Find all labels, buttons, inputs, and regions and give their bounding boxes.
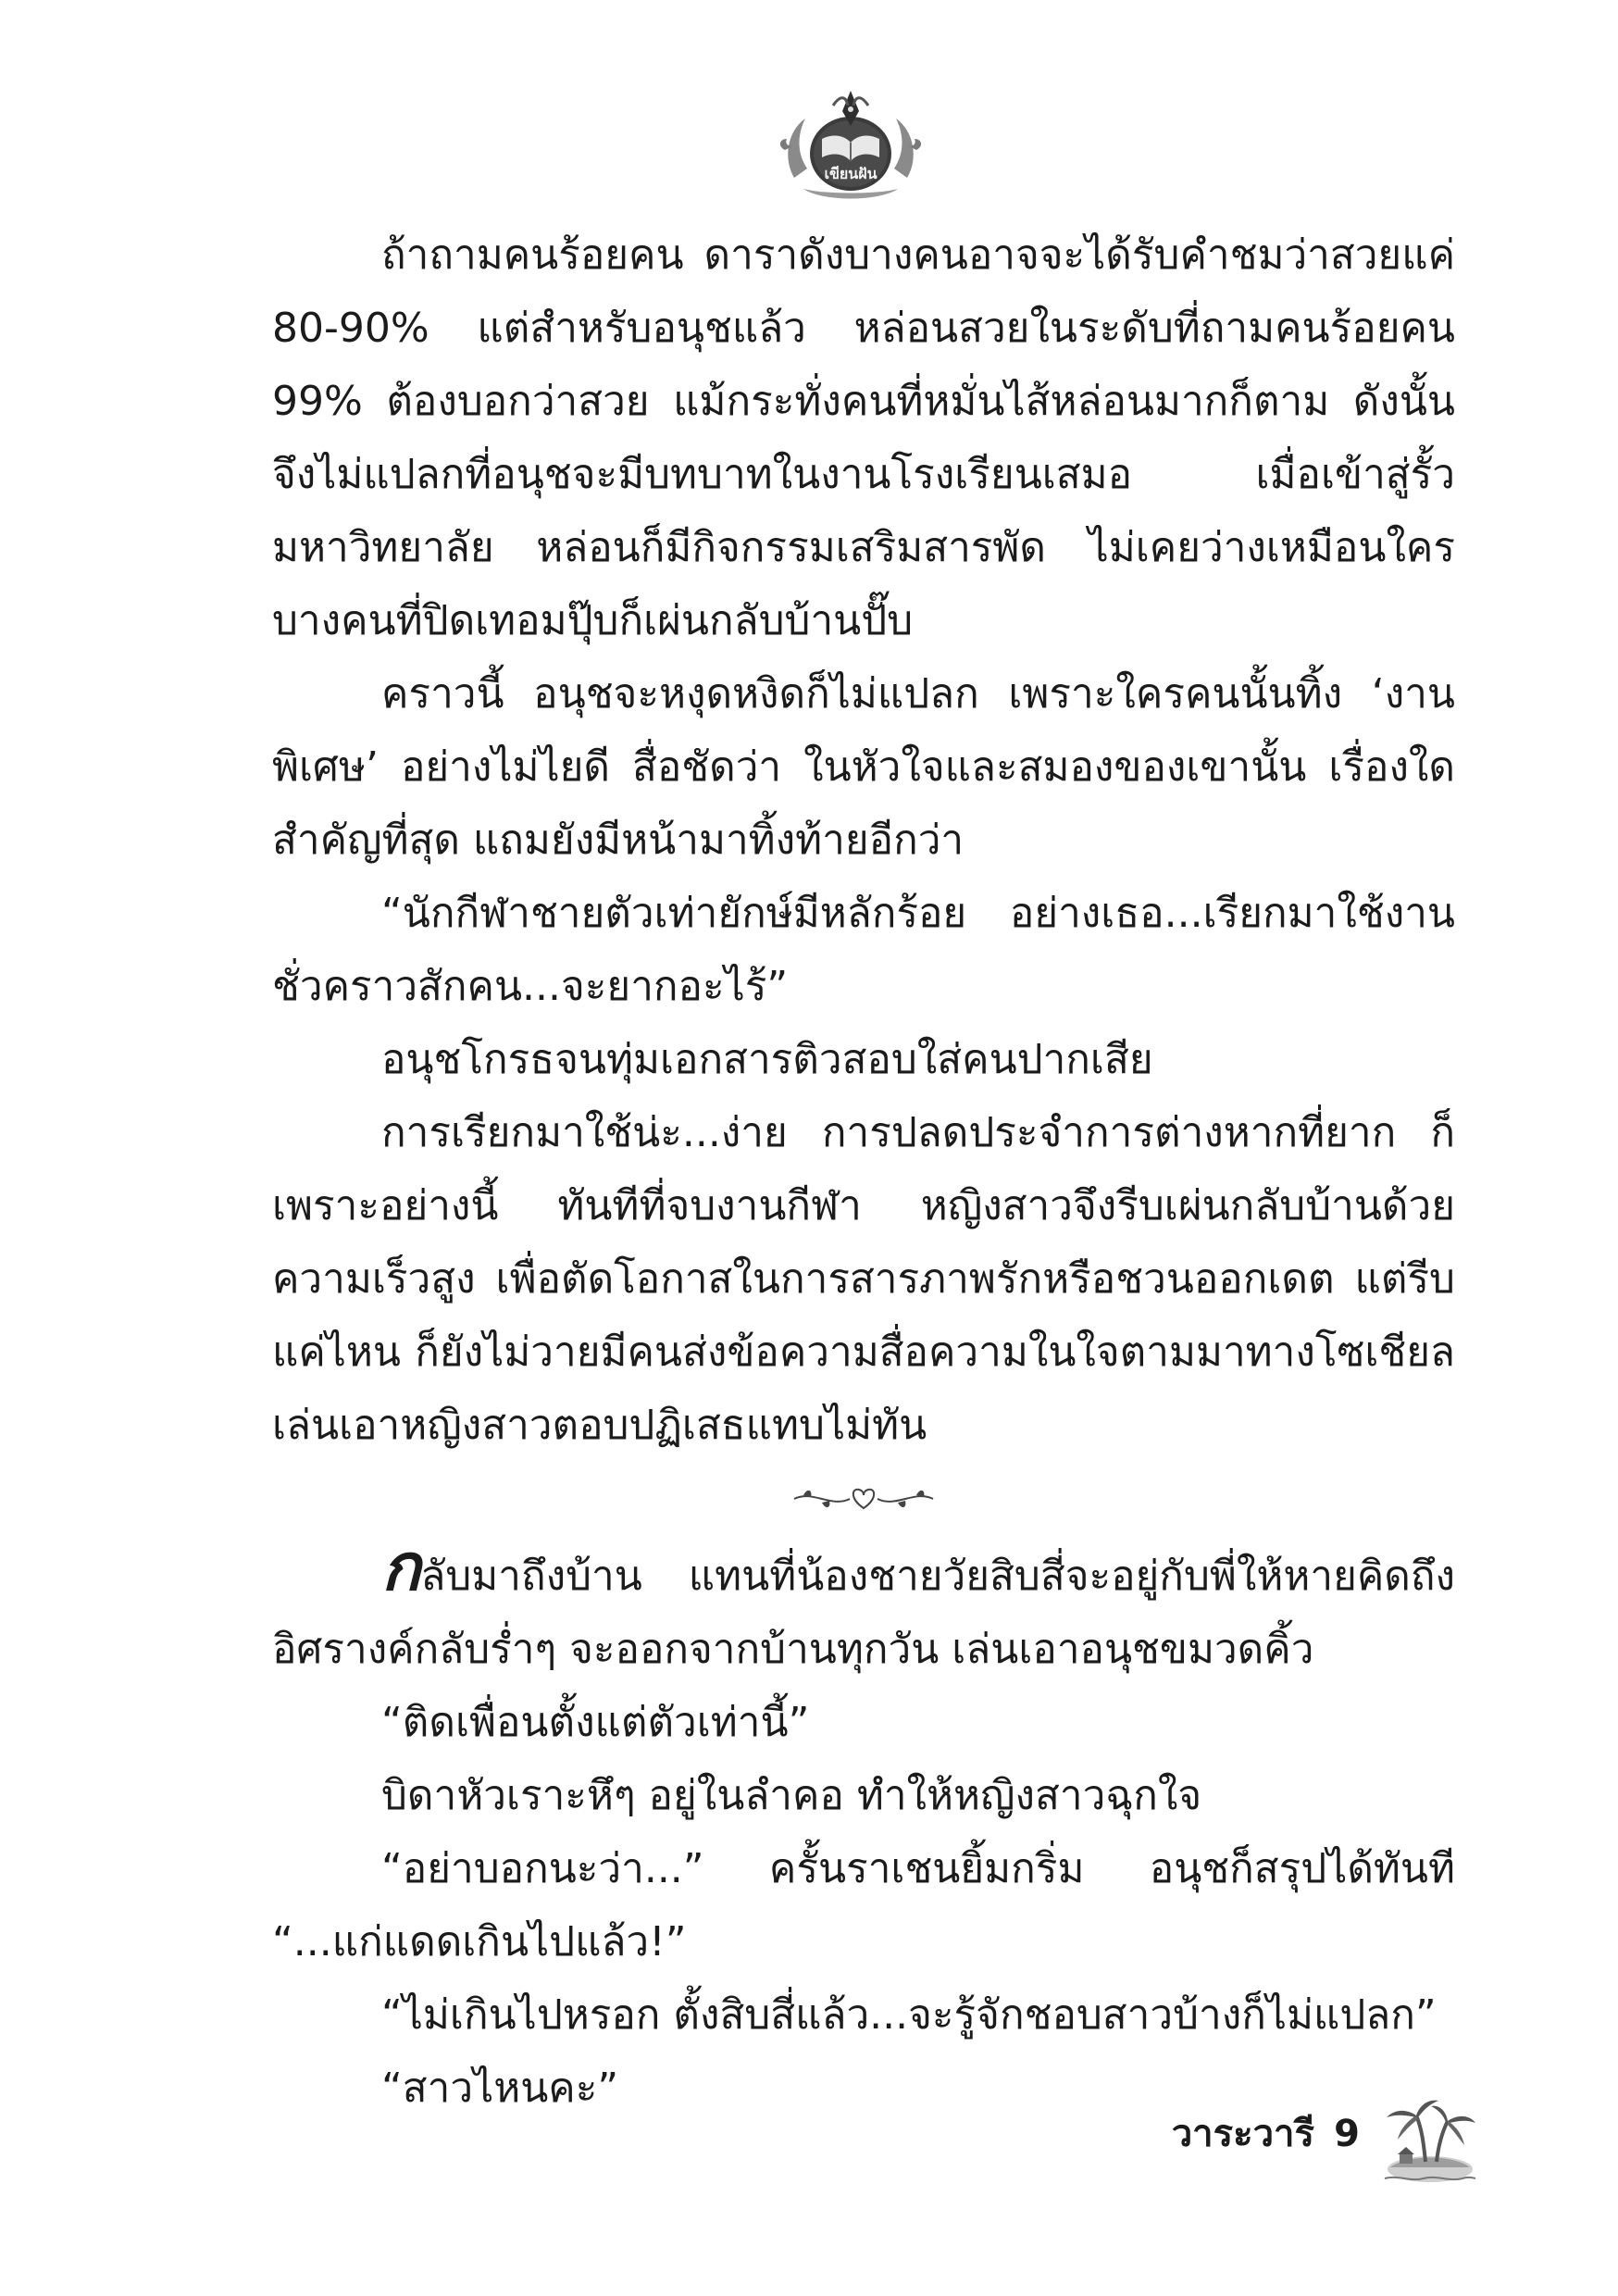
paragraph: “สาวไหนคะ” [381, 2065, 619, 2112]
paragraph: การเรียกมาใช้น่ะ...ง่าย การปลดประจำการต่างหากที่ยาก ก็เพราะอย่างนี้ ทันทีที่จบงานกีฬา หญิงสาวจึงรีบเผ่นกลับบ้านด้วยความเร็วสูง เพื่อตัดโอกาสในการสารภาพรักหรือชวนออกเดต แต่รีบแค่ไหน ก็ยังไม่วายมีคนส่งข้อความสื่อความในใจตามมาทางโซเชียล เล่นเอาหญิงสาวตอบปฏิเสธแทบไม่ทัน [272, 1109, 1455, 1449]
paragraph: “ไม่เกินไปหรอก ตั้งสิบสี่แล้ว...จะรู้จักชอบสาวบ้างก็ไม่แปลก” [381, 1991, 1437, 2039]
paragraph: “นักกีฬาชายตัวเท่ายักษ์มีหลักร้อย อย่างเธอ...เรียกมาใช้งานชั่วคราวสักคน...จะยากอะไร้” [272, 890, 1455, 1010]
page-footer [1111, 2088, 1481, 2208]
paragraph: คราวนี้ อนุชจะหงุดหงิดก็ไม่แปลก เพราะใครคนนั้นทิ้ง ‘งานพิเศษ’ อย่างไม่ไยดี สื่อชัดว่า ในหัวใจและสมองของเขานั้น เรื่องใดสำคัญที่สุด แถมยังมีหน้ามาทิ้งท้ายอีกว่า [272, 670, 1455, 864]
palm-island-icon [1379, 2088, 1481, 2190]
paragraph: “ติดเพื่อนตั้งแต่ตัวเท่านี้” [381, 1699, 810, 1746]
publisher-logo [776, 85, 926, 207]
logo-text: เขียนฝัน [824, 165, 877, 182]
paragraph-text: ลับมาถึงบ้าน แทนที่น้องชายวัยสิบสี่จะอยู่กับพี่ให้หายคิดถึง อิศรางค์กลับร่ำๆ จะออกจากบ้านทุกวัน เล่นเอาอนุชขมวดคิ้ว [272, 1553, 1455, 1673]
paragraph [272, 1529, 1455, 1686]
paragraph: บิดาหัวเราะหึๆ อยู่ในลำคอ ทำให้หญิงสาวฉุกใจ [381, 1772, 1202, 1819]
floral-heart-divider-icon [785, 1480, 942, 1517]
book-title: วาระวารี [1171, 2113, 1314, 2155]
chapter-body [272, 218, 1455, 2125]
page-number: 9 [1334, 2113, 1360, 2155]
section-divider [272, 1462, 1455, 1535]
paragraph: ถ้าถามคนร้อยคน ดาราดังบางคนอาจจะได้รับคำชมว่าสวยแค่ 80-90% แต่สำหรับอนุชแล้ว หล่อนสวยในระดับที่ถามคนร้อยคน 99% ต้องบอกว่าสวย แม้กระทั่งคนที่หมั่นไส้หล่อนมากก็ตาม ดังนั้นจึงไม่แปลกที่อนุชจะมีบทบาทในงานโรงเรียนเสมอ เมื่อเข้าสู่รั้วมหาวิทยาลัย หล่อนก็มีกิจกรรมเสริมสารพัด ไม่เคยว่างเหมือนใครบางคนที่ปิดเทอมปุ๊บก็เผ่นกลับบ้านปั๊บ [272, 231, 1455, 644]
paragraph: อนุชโกรธจนทุ่มเอกสารติวสอบใส่คนปากเสีย [381, 1036, 1153, 1083]
pen-nib-emblem-icon [776, 85, 926, 207]
drop-cap: ก [381, 1529, 421, 1605]
paragraph: “อย่าบอกนะว่า...” ครั้นราเชนยิ้มกริ่ม อนุชก็สรุปได้ทันที “...แก่แดดเกินไปแล้ว!” [272, 1845, 1455, 1965]
